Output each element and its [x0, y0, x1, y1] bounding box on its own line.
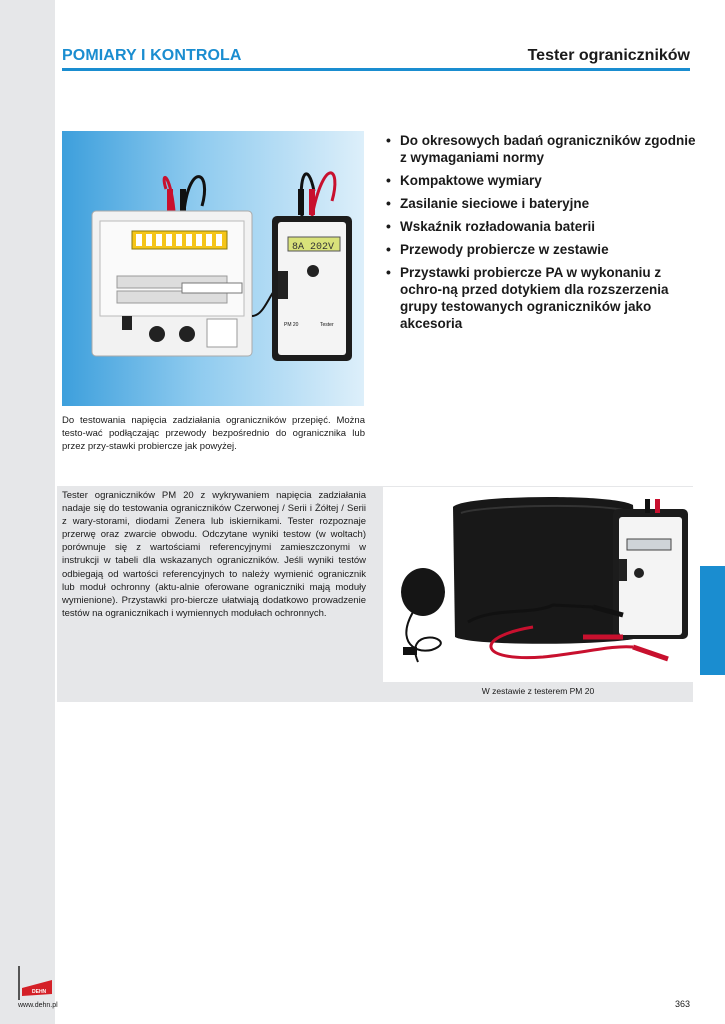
product-photo-tester-with-adapter — [62, 131, 364, 406]
tester-brand-label: Tester — [320, 322, 334, 328]
website-link[interactable]: www.dehn.pl — [18, 1002, 58, 1009]
page-number: 363 — [674, 999, 690, 1009]
dehn-logo-icon — [18, 966, 56, 1000]
feature-item: • Wskaźnik rozładowania baterii — [386, 218, 696, 235]
tester-display-readout: 8A 202V — [292, 242, 335, 253]
chapter-tab — [700, 566, 725, 675]
feature-item: • Do okresowych badań ograniczników zgodnie z wymaganiami normy — [386, 132, 696, 166]
feature-item: • Przystawki probiercze PA w wykonaniu z ochro-ną przed dotykiem dla rozszerzenia grupy testowanych ograniczników jako akcesoria — [386, 264, 696, 332]
description-text: Tester ograniczników PM 20 z wykrywaniem napięcia zadziałania nadaje się do testowania ograniczników Czerwonej / Serii i Żółtej / Serii z wary-storami, diodami Zenera lub iskiernikami. Tester rozpoznaje przerwę oraz zwarcie obwodu. Odczytane wyniki testow (w woltach) porównuje się z wartościami referencyjnymi zamieszczonymi w instrukcji w tabeli dla wskazanych ograniczników. Jeśli wyniki testów odbiegają od wartości referencyjnych to należy wymienić ogranicznik lub moduł ochronny (aktu-alnie oferowane ograniczniki mają moduły wymienione). Przystawki pro-biercze ułatwiają dodatkowo prowadzenie testów na ogranicznikach i wymiennych modułach ochronnych. — [62, 490, 366, 619]
section-title: POMIARY I KONTROLA — [62, 47, 242, 64]
product-photo-kit — [383, 487, 693, 682]
page-title: Tester ograniczników — [527, 47, 690, 64]
tester-model-label: PM 20 — [284, 322, 299, 328]
feature-item: • Kompaktowe wymiary — [386, 172, 696, 189]
photo-caption-bottom: W zestawie z testerem PM 20 — [481, 686, 595, 696]
photo-caption-top: Do testowania napięcia zadziałania ograniczników przepięć. Można testo-wać podłączając przewody bezpośrednio do ogranicznika lub przez przy-stawki probiercze jak powyżej. — [62, 415, 365, 452]
tester-adapter-illustration — [62, 131, 364, 406]
feature-item: • Przewody probiercze w zestawie — [386, 241, 696, 258]
header-rule — [62, 68, 690, 71]
left-margin-strip — [0, 0, 55, 1024]
kit-illustration — [383, 487, 693, 682]
feature-item: • Zasilanie sieciowe i bateryjne — [386, 195, 696, 212]
svg-text:DEHN: DEHN — [32, 989, 47, 995]
feature-list — [386, 132, 696, 338]
